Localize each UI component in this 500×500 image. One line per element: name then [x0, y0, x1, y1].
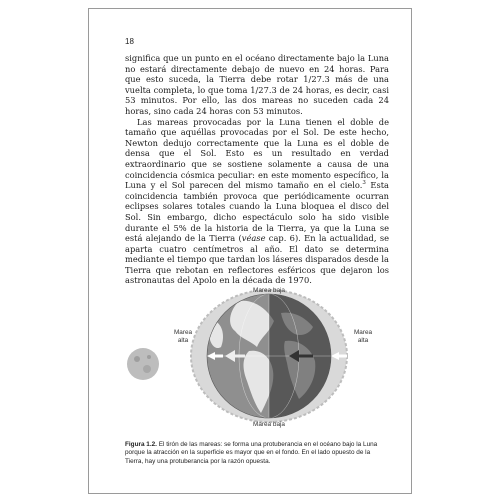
- see-reference: véase: [241, 233, 266, 244]
- footnote-marker[interactable]: 3: [362, 180, 366, 187]
- label-right-line1: Marea: [353, 329, 373, 336]
- paragraph-1: significa que un punto en el océano directamente bajo la Luna no estará directamente debajo de nuevo en 24 horas. Para que esto suceda, la Tierra debe rotar 1/27.3 más de una vuelta completa, lo que toma 1/27.3 de 24 horas, es decir, casi 53 minutos. Por ello, las dos mareas no suceden cada 24 horas, sino cada 24 horas con 53 minutos.: [125, 53, 389, 116]
- paragraph-2: [125, 117, 389, 287]
- figure-caption: [125, 441, 389, 466]
- caption-text: El tirón de las mareas: se forma una protuberancia en el océano bajo la Luna porque la atracción en la superficie es mayor que en el fondo. En el lado opuesto de la Tierra, hay una protuberancia por la razón opuesta.: [125, 441, 378, 465]
- label-left-line2: alta: [177, 337, 189, 344]
- label-high-tide-left: [165, 329, 201, 345]
- tide-figure: [89, 281, 411, 431]
- paragraph-2-text: Las mareas provocadas por la Luna tienen el doble de tamaño que aquéllas provocadas por el Sol. De este hecho, Newton dedujo correctamente que la Luna es el doble de densa que el Sol. Esto es un resultado en verdad extraordinario que se sostiene solamente a causa de una coincidencia cósmica peculiar: en este momento específico, la Luna y el Sol parecen del mismo tamaño en el cielo.: [125, 116, 389, 191]
- label-low-tide-bottom: Marea baja: [253, 421, 285, 428]
- label-high-tide-right: [343, 329, 383, 345]
- label-low-tide-top: Marea baja: [253, 287, 285, 294]
- label-right-line2: alta: [357, 337, 369, 344]
- label-left-line1: Marea: [173, 329, 193, 336]
- paragraph-2-cont: Esta coincidencia también provoca que periódicamente ocurran eclipses solares totales cuando la Luna bloquea el disco del Sol. Sin embargo, dicho espectáculo solo ha sido visible durante el 5% de la historia de la Tierra, ya que la Luna se está alejando de la Tierra (: [125, 180, 389, 244]
- body-text: [125, 53, 389, 286]
- moon: [127, 348, 159, 380]
- tide-diagram: [89, 281, 411, 431]
- paragraph-2-end: cap. 6). En la actualidad, se aparta cuatro centímetros al año. El dato se determina mediante el tiempo que tardan los láseres disparados desde la Tierra que rebotan en reflectores esféricos que dejaron los astronautas del Apolo en la década de 1970.: [125, 233, 389, 286]
- book-page: [88, 8, 412, 494]
- page-number: 18: [125, 37, 134, 46]
- caption-label: Figura 1.2.: [125, 441, 157, 448]
